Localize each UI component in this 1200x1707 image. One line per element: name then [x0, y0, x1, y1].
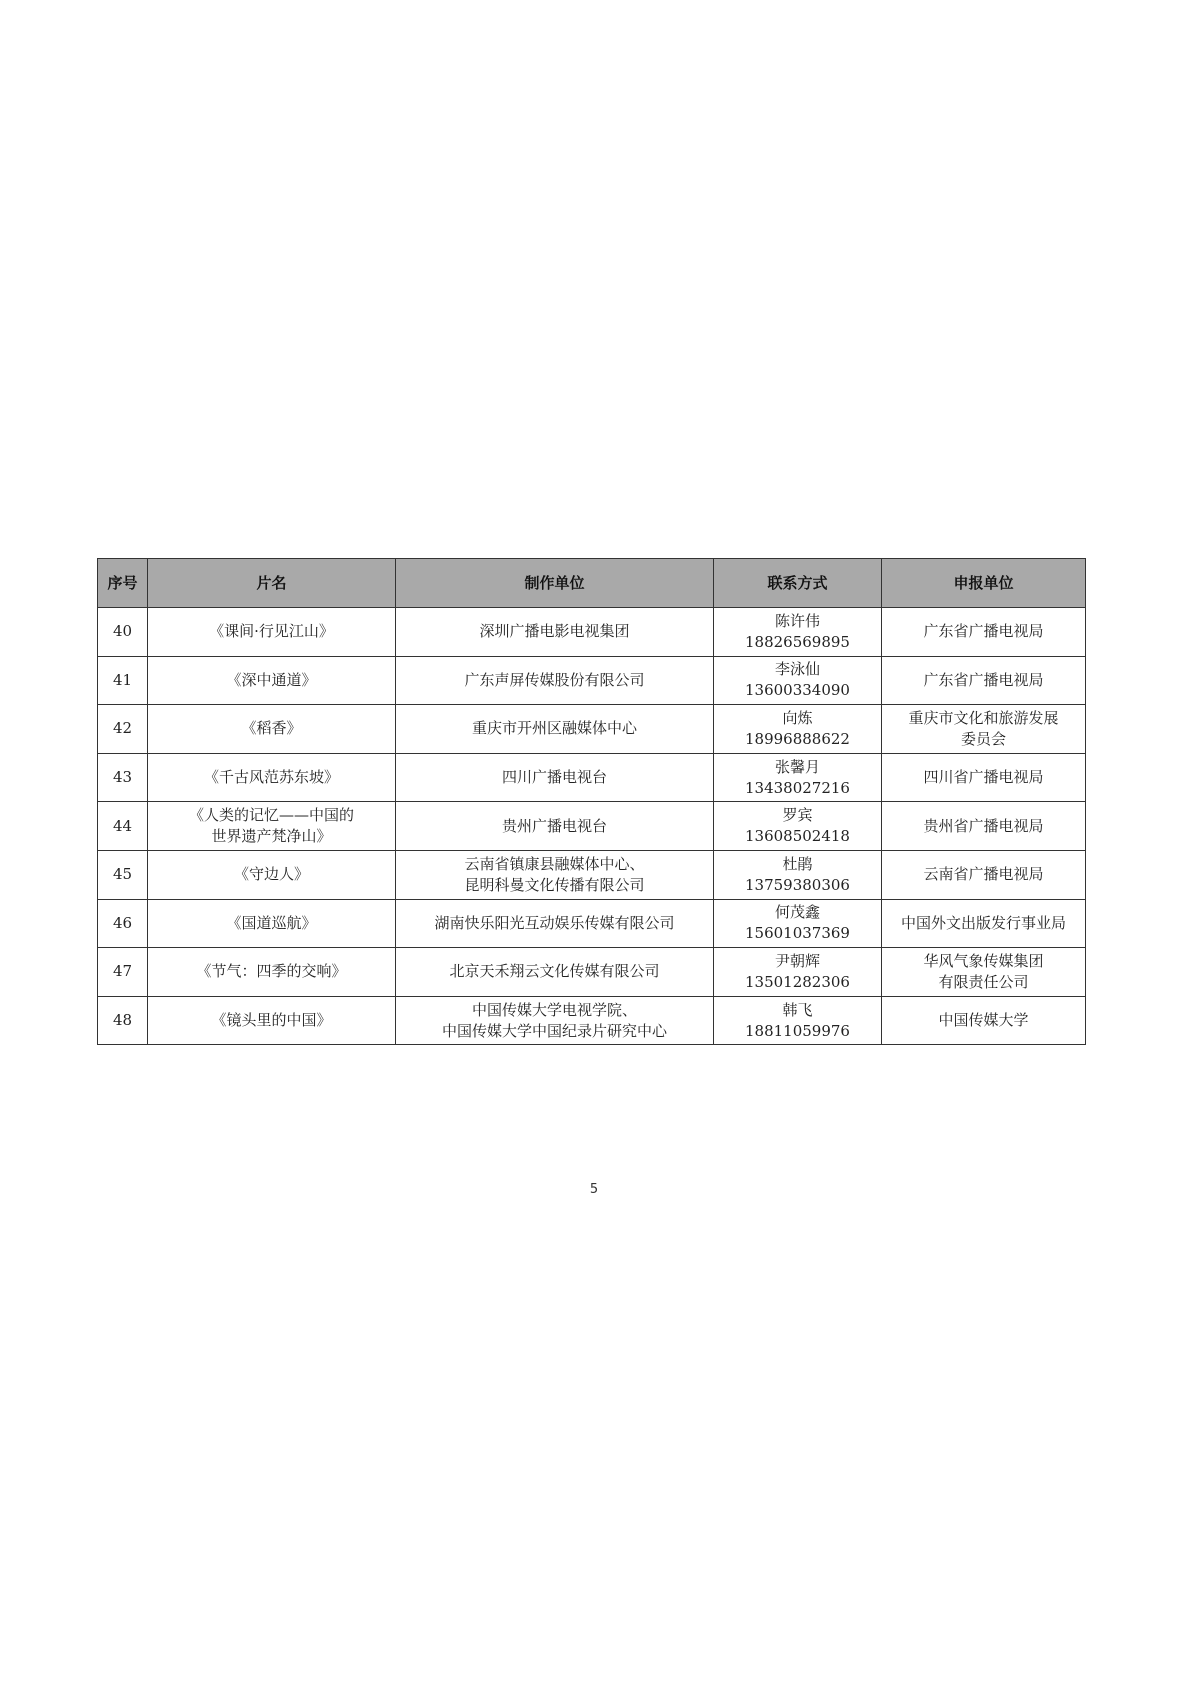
cell-contact [714, 899, 882, 948]
page-number: 5 [589, 1182, 599, 1197]
cell-producer [396, 608, 714, 657]
cell-title-line: 《人类的记忆——中国的 [188, 806, 354, 825]
cell-number: 42 [98, 705, 148, 754]
cell-producer-line: 云南省镇康县融媒体中心、 [464, 854, 645, 873]
cell-applicant [882, 802, 1086, 851]
cell-producer [396, 996, 714, 1045]
cell-applicant-line: 中国外文出版发行事业局 [900, 913, 1066, 932]
cell-producer [396, 899, 714, 948]
header-title: 片名 [148, 559, 396, 608]
cell-contact-line: 韩飞 [782, 1000, 813, 1019]
cell-contact-line: 陈许伟 [774, 611, 820, 630]
cell-contact [714, 802, 882, 851]
cell-contact-line: 18811059976 [745, 1021, 850, 1040]
cell-contact-line: 13501282306 [745, 972, 850, 991]
cell-applicant [882, 948, 1086, 997]
cell-contact-line: 18996888622 [745, 729, 850, 748]
cell-applicant-line: 广东省广播电视局 [923, 670, 1044, 689]
cell-applicant-line: 广东省广播电视局 [923, 622, 1044, 641]
cell-producer-line: 深圳广播电影电视集团 [479, 622, 630, 641]
cell-contact-line: 杜鹃 [782, 854, 813, 873]
cell-title [148, 753, 396, 802]
header-number: 序号 [98, 559, 148, 608]
cell-producer [396, 705, 714, 754]
cell-producer [396, 656, 714, 705]
cell-title-line: 《深中通道》 [226, 670, 317, 689]
table-row [98, 753, 1086, 802]
cell-producer [396, 948, 714, 997]
cell-title-line: 《守边人》 [233, 865, 309, 884]
cell-title [148, 850, 396, 899]
cell-applicant-line: 四川省广播电视局 [923, 768, 1044, 787]
cell-title [148, 802, 396, 851]
cell-producer-line: 贵州广播电视台 [501, 816, 607, 835]
cell-title-line: 《千古风范苏东坡》 [203, 768, 339, 787]
header-contact: 联系方式 [714, 559, 882, 608]
cell-number: 44 [98, 802, 148, 851]
cell-contact [714, 996, 882, 1045]
cell-producer-line: 昆明科曼文化传播有限公司 [464, 875, 645, 894]
cell-contact-line: 15601037369 [745, 924, 850, 943]
cell-title-line: 《镜头里的中国》 [211, 1011, 332, 1030]
cell-contact-line: 罗宾 [782, 806, 813, 825]
cell-title-line: 世界遗产梵净山》 [211, 827, 332, 846]
cell-contact [714, 705, 882, 754]
cell-applicant-line: 有限责任公司 [938, 972, 1029, 991]
cell-contact [714, 850, 882, 899]
cell-title-line: 《节气：四季的交响》 [196, 962, 347, 981]
cell-producer-line: 北京天禾翔云文化传媒有限公司 [449, 962, 660, 981]
cell-applicant-line: 贵州省广播电视局 [923, 816, 1044, 835]
cell-number: 46 [98, 899, 148, 948]
cell-title-line: 《课间·行见江山》 [209, 622, 334, 641]
cell-contact-line: 13759380306 [745, 875, 850, 894]
cell-title-line: 《稻香》 [241, 719, 302, 738]
cell-title [148, 899, 396, 948]
cell-applicant [882, 899, 1086, 948]
cell-contact-line: 何茂鑫 [774, 903, 820, 922]
table-row [98, 948, 1086, 997]
cell-producer-line: 中国传媒大学电视学院、 [471, 1000, 637, 1019]
cell-producer-line: 湖南快乐阳光互动娱乐传媒有限公司 [434, 913, 675, 932]
cell-producer-line: 广东声屏传媒股份有限公司 [464, 670, 645, 689]
cell-applicant-line: 云南省广播电视局 [923, 865, 1044, 884]
cell-contact-line: 李泳仙 [774, 660, 820, 679]
cell-number: 40 [98, 608, 148, 657]
cell-applicant-line: 重庆市文化和旅游发展 [908, 708, 1059, 727]
cell-applicant-line: 中国传媒大学 [938, 1011, 1029, 1030]
table-row [98, 608, 1086, 657]
cell-producer-line: 四川广播电视台 [501, 768, 607, 787]
cell-producer-line: 中国传媒大学中国纪录片研究中心 [441, 1021, 667, 1040]
table-body [98, 608, 1086, 1045]
cell-producer-line: 重庆市开州区融媒体中心 [471, 719, 637, 738]
program-list-table [97, 558, 1086, 1045]
cell-producer [396, 850, 714, 899]
cell-producer [396, 802, 714, 851]
table-row [98, 996, 1086, 1045]
table-row [98, 850, 1086, 899]
cell-number: 41 [98, 656, 148, 705]
cell-applicant [882, 705, 1086, 754]
cell-producer [396, 753, 714, 802]
cell-title [148, 705, 396, 754]
cell-number: 43 [98, 753, 148, 802]
table-row [98, 802, 1086, 851]
cell-contact-line: 13600334090 [745, 681, 850, 700]
header-applicant: 申报单位 [882, 559, 1086, 608]
table-row [98, 705, 1086, 754]
cell-contact-line: 13608502418 [745, 827, 850, 846]
cell-title [148, 608, 396, 657]
cell-title [148, 948, 396, 997]
cell-contact-line: 张馨月 [774, 757, 820, 776]
cell-title-line: 《国道巡航》 [226, 913, 317, 932]
header-producer: 制作单位 [396, 559, 714, 608]
cell-contact [714, 656, 882, 705]
cell-applicant [882, 996, 1086, 1045]
cell-applicant [882, 608, 1086, 657]
cell-contact [714, 753, 882, 802]
cell-contact [714, 948, 882, 997]
cell-contact [714, 608, 882, 657]
table-row [98, 899, 1086, 948]
cell-contact-line: 13438027216 [745, 778, 850, 797]
cell-applicant [882, 850, 1086, 899]
cell-number: 45 [98, 850, 148, 899]
cell-contact-line: 向炼 [782, 708, 813, 727]
cell-applicant-line: 委员会 [960, 729, 1006, 748]
cell-applicant [882, 753, 1086, 802]
table-header [98, 559, 1086, 608]
cell-contact-line: 尹朝辉 [774, 951, 820, 970]
cell-applicant [882, 656, 1086, 705]
header-row [98, 559, 1086, 608]
cell-applicant-line: 华风气象传媒集团 [923, 951, 1044, 970]
table-row [98, 656, 1086, 705]
cell-number: 47 [98, 948, 148, 997]
cell-title [148, 996, 396, 1045]
cell-number: 48 [98, 996, 148, 1045]
cell-title [148, 656, 396, 705]
cell-contact-line: 18826569895 [745, 632, 850, 651]
